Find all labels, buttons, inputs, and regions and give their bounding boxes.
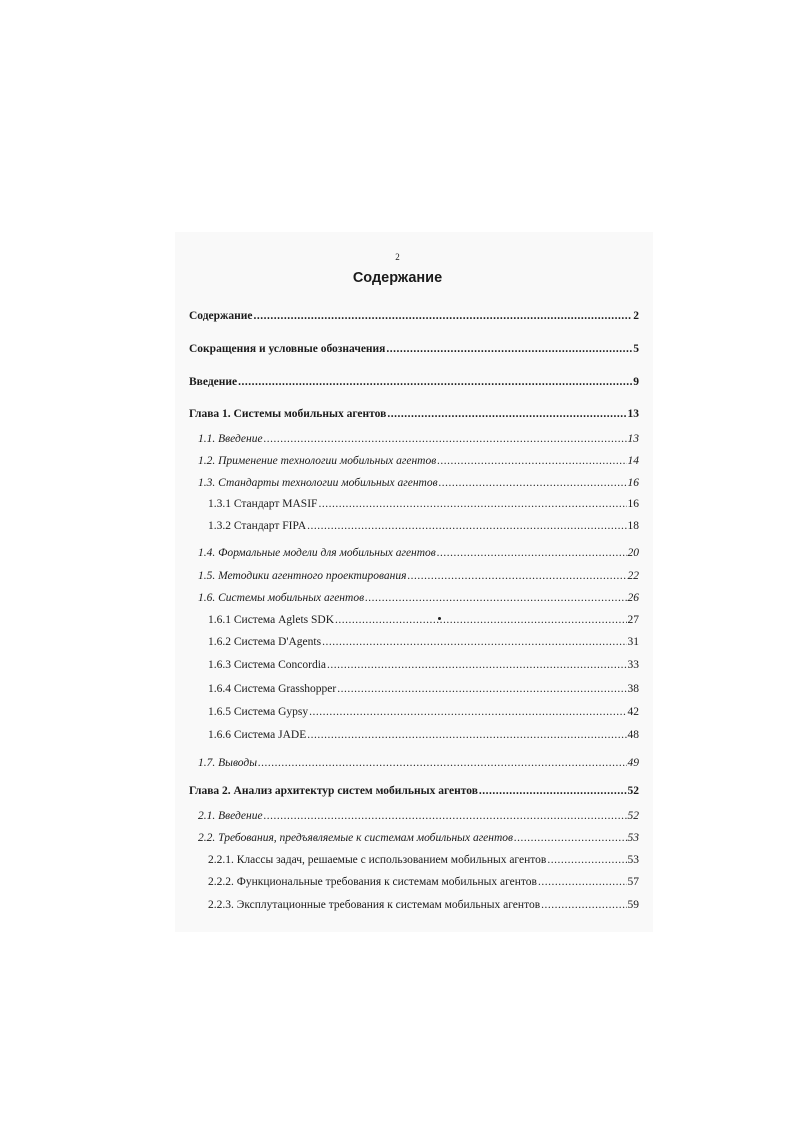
toc-entry-label: Глава 1. Системы мобильных агентов	[189, 408, 387, 420]
toc-entry-label: 2.1. Введение	[198, 810, 263, 822]
toc-entry[interactable]	[198, 455, 639, 471]
toc-entry-page: 20	[627, 547, 639, 559]
toc-entry-page: 31	[627, 636, 639, 648]
toc-entry[interactable]	[198, 433, 639, 449]
toc-entry[interactable]	[208, 899, 639, 915]
dot-leader	[387, 408, 626, 420]
toc-entry-page: 13	[627, 433, 639, 445]
toc-entry[interactable]	[208, 683, 639, 699]
dot-leader	[541, 899, 626, 911]
toc-entry-page: 2	[633, 310, 639, 322]
toc-entry-page: 18	[627, 520, 639, 532]
toc-entry[interactable]	[208, 854, 639, 870]
dot-leader	[254, 310, 633, 322]
dot-leader	[337, 683, 626, 695]
dot-leader	[547, 854, 626, 866]
dot-leader	[309, 706, 626, 718]
toc-entry-page: 5	[633, 343, 639, 355]
dot-leader	[386, 343, 632, 355]
toc-entry-label: Сокращения и условные обозначения	[189, 343, 386, 355]
toc-entry[interactable]	[198, 547, 639, 563]
toc-entry-page: 14	[627, 455, 639, 467]
dot-leader	[264, 810, 627, 822]
toc-entry[interactable]	[189, 310, 639, 326]
toc-entry-label: 2.2. Требования, предъявляемые к системам мобильных агентов	[198, 832, 514, 844]
toc-entry-page: 52	[627, 785, 639, 797]
toc-entry-label: Введение	[189, 376, 238, 388]
toc-entry-page: 53	[627, 832, 639, 844]
toc-entry[interactable]	[198, 757, 639, 773]
toc-entry[interactable]	[208, 614, 639, 630]
toc-entry-page: 26	[627, 592, 639, 604]
dot-leader	[479, 785, 627, 797]
toc-entry-page: 27	[627, 614, 639, 626]
toc-entry-page: 13	[627, 408, 639, 420]
toc-entry[interactable]	[198, 570, 639, 586]
toc-entry-label: 1.6.3 Система Concordia	[208, 659, 327, 671]
toc-entry-page: 49	[627, 757, 639, 769]
scan-speck	[438, 617, 441, 620]
toc-entry[interactable]	[198, 592, 639, 608]
dot-leader	[439, 477, 627, 489]
toc-entry[interactable]	[189, 343, 639, 359]
toc-entry-label: 1.6.1 Система Aglets SDK	[208, 614, 335, 626]
dot-leader	[408, 570, 627, 582]
toc-entry-label: 1.6.6 Система JADE	[208, 729, 307, 741]
toc-entry[interactable]	[198, 832, 639, 848]
toc-entry-page: 57	[627, 876, 639, 888]
toc-entry[interactable]	[208, 876, 639, 892]
toc-entry-label: Глава 2. Анализ архитектур систем мобильных агентов	[189, 785, 478, 797]
toc-entry-page: 22	[627, 570, 639, 582]
toc-entry-page: 16	[627, 498, 639, 510]
dot-leader	[437, 547, 627, 559]
dot-leader	[307, 520, 626, 532]
toc-entry-page: 59	[627, 899, 639, 911]
toc-entry-page: 53	[627, 854, 639, 866]
toc-entry-page: 9	[633, 376, 639, 388]
toc-entry-page: 52	[627, 810, 639, 822]
toc-entry-label: 1.6.4 Система Grasshopper	[208, 683, 337, 695]
toc-entry-label: 1.6. Системы мобильных агентов	[198, 592, 365, 604]
toc-entry-label: 1.3.1 Стандарт MASIF	[208, 498, 318, 510]
dot-leader	[258, 757, 627, 769]
toc-entry-label: 1.1. Введение	[198, 433, 263, 445]
toc-entry-label: 1.6.2 Система D'Agents	[208, 636, 322, 648]
toc-entry-label: 2.2.3. Эксплутационные требования к системам мобильных агентов	[208, 899, 541, 911]
toc-entry[interactable]	[208, 659, 639, 675]
dot-leader	[538, 876, 627, 888]
dot-leader	[264, 433, 627, 445]
toc-entry-label: 1.4. Формальные модели для мобильных агентов	[198, 547, 436, 559]
dot-leader	[437, 455, 626, 467]
page-number: 2	[395, 252, 400, 262]
toc-entry-page: 33	[627, 659, 639, 671]
toc-entry-page: 42	[627, 706, 639, 718]
dot-leader	[335, 614, 626, 626]
toc-entry[interactable]	[198, 477, 639, 493]
dot-leader	[327, 659, 626, 671]
dot-leader	[238, 376, 632, 388]
toc-entry[interactable]	[208, 636, 639, 652]
toc-entry-label: 1.5. Методики агентного проектирования	[198, 570, 407, 582]
toc-entry-label: 2.2.2. Функциональные требования к системам мобильных агентов	[208, 876, 537, 888]
dot-leader	[365, 592, 626, 604]
dot-leader	[307, 729, 626, 741]
toc-entry[interactable]	[198, 810, 639, 826]
toc-entry[interactable]	[208, 520, 639, 536]
toc-entry-page: 16	[627, 477, 639, 489]
dot-leader	[318, 498, 626, 510]
toc-entry[interactable]	[208, 729, 639, 745]
toc-entry-label: 1.2. Применение технологии мобильных агентов	[198, 455, 437, 467]
toc-entry-label: 1.6.5 Система Gypsy	[208, 706, 309, 718]
toc-entry-page: 38	[627, 683, 639, 695]
toc-entry[interactable]	[208, 498, 639, 514]
toc-entry-label: 1.7. Выводы	[198, 757, 257, 769]
toc-entry[interactable]	[189, 376, 639, 392]
toc-entry[interactable]	[189, 785, 639, 801]
toc-entry-page: 48	[627, 729, 639, 741]
toc-entry-label: 1.3. Стандарты технологии мобильных агентов	[198, 477, 438, 489]
toc-entry-label: 2.2.1. Классы задач, решаемые с использованием мобильных агентов	[208, 854, 547, 866]
toc-entry[interactable]	[208, 706, 639, 722]
toc-entry[interactable]	[189, 408, 639, 424]
toc-entry-label: Содержание	[189, 310, 253, 322]
dot-leader	[322, 636, 626, 648]
page-title: Содержание	[352, 270, 443, 286]
dot-leader	[514, 832, 626, 844]
toc-entry-label: 1.3.2 Стандарт FIPA	[208, 520, 307, 532]
